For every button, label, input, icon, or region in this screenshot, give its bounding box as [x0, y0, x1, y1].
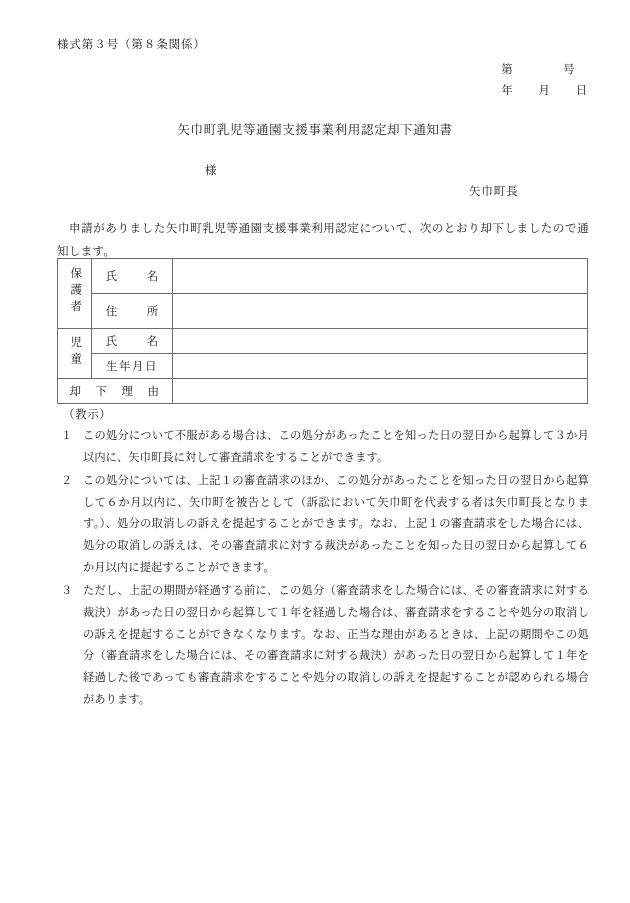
document-date-line: 年 月 日 — [501, 85, 588, 98]
child-name-label: 氏 名 — [105, 336, 168, 348]
rejection-reason-value-cell[interactable] — [173, 379, 588, 404]
child-group-cell — [58, 329, 92, 379]
notice-item-text: ただし、上記の期間が経過する前に、この処分（審査請求をした場合には、その審査請求に対する裁決）があった日の翌日から起算して１年を経過した場合は、審査請求をすることや処分の取消しの訴えを提起することができなくなります。なお、正当な理由があるときは、上記の期間やこの処分（審査請求をした場合には、その審査請求に対する裁決）があった日の翌日から起算して１年を経過した後であっても審査請求をすることや処分の取消しの訴えを提起することが認められる場合があります。 — [83, 584, 589, 707]
guardian-address-label-cell — [92, 294, 173, 329]
notice-heading: （教示） — [63, 409, 112, 421]
child-birthdate-value-cell[interactable] — [173, 354, 588, 379]
body-paragraph: 申請がありました矢巾町乳児等通園支援事業利用認定について、次のとおり却下しましたので通知します。 — [57, 223, 589, 258]
issuer-name: 矢巾町長 — [469, 186, 519, 198]
notice-item-number: １ — [61, 430, 73, 442]
guardian-name-value-cell[interactable] — [173, 259, 588, 294]
child-birthdate-label: 生年月日 — [106, 361, 158, 373]
table-row — [58, 354, 588, 379]
notice-item-text: この処分については、上記１の審査請求のほか、この処分があったことを知った日の翌日から起算して６か月以内に、矢巾町を被告として（訴訟において矢巾町を代表する者は矢巾町長となります。）、処分の取消しの訴えを提起することができます。なお、上記１の審査請求をした場合には、処分の取消しの訴えは、その審査請求に対する裁決があったことを知った日の翌日から起算して６か月以内に提起することができます。 — [83, 474, 589, 575]
guardian-address-value-cell[interactable] — [173, 294, 588, 329]
guardian-group-label: 保護者 — [69, 267, 82, 317]
table-row — [58, 379, 588, 404]
page-title: 矢巾町乳児等通園支援事業利用認定却下通知書 — [177, 123, 453, 137]
rejection-reason-label: 却 下 理 由 — [69, 386, 161, 398]
child-birthdate-label-cell — [92, 354, 173, 379]
guardian-name-label: 氏 名 — [105, 271, 168, 283]
document-number-line: 第 号 — [501, 64, 576, 76]
child-name-label-cell — [92, 329, 173, 354]
notice-item-text: この処分について不服がある場合は、この処分があったことを知った日の翌日から起算して３か月以内に、矢巾町長に対して審査請求をすることができます。 — [83, 430, 589, 464]
table-row — [58, 259, 588, 294]
notice-item-number: ２ — [61, 474, 73, 487]
form-number: 様式第３号（第８条関係） — [57, 39, 206, 51]
child-name-value-cell[interactable] — [173, 329, 588, 354]
addressee-honorific: 様 — [205, 165, 218, 177]
notice-item-3 — [57, 581, 589, 712]
guardian-address-label: 住 所 — [105, 306, 168, 318]
notice-section — [57, 406, 589, 713]
notice-item-1 — [57, 426, 589, 470]
table-row — [58, 329, 588, 354]
applicant-info-table — [57, 258, 588, 404]
guardian-group-cell — [58, 259, 92, 329]
rejection-reason-label-cell — [58, 379, 173, 404]
notice-item-2 — [57, 471, 589, 580]
guardian-name-label-cell — [92, 259, 173, 294]
child-group-label: 児童 — [69, 335, 82, 369]
notice-item-number: ３ — [61, 584, 73, 597]
table-row — [58, 294, 588, 329]
document-number-date-block — [501, 60, 588, 103]
